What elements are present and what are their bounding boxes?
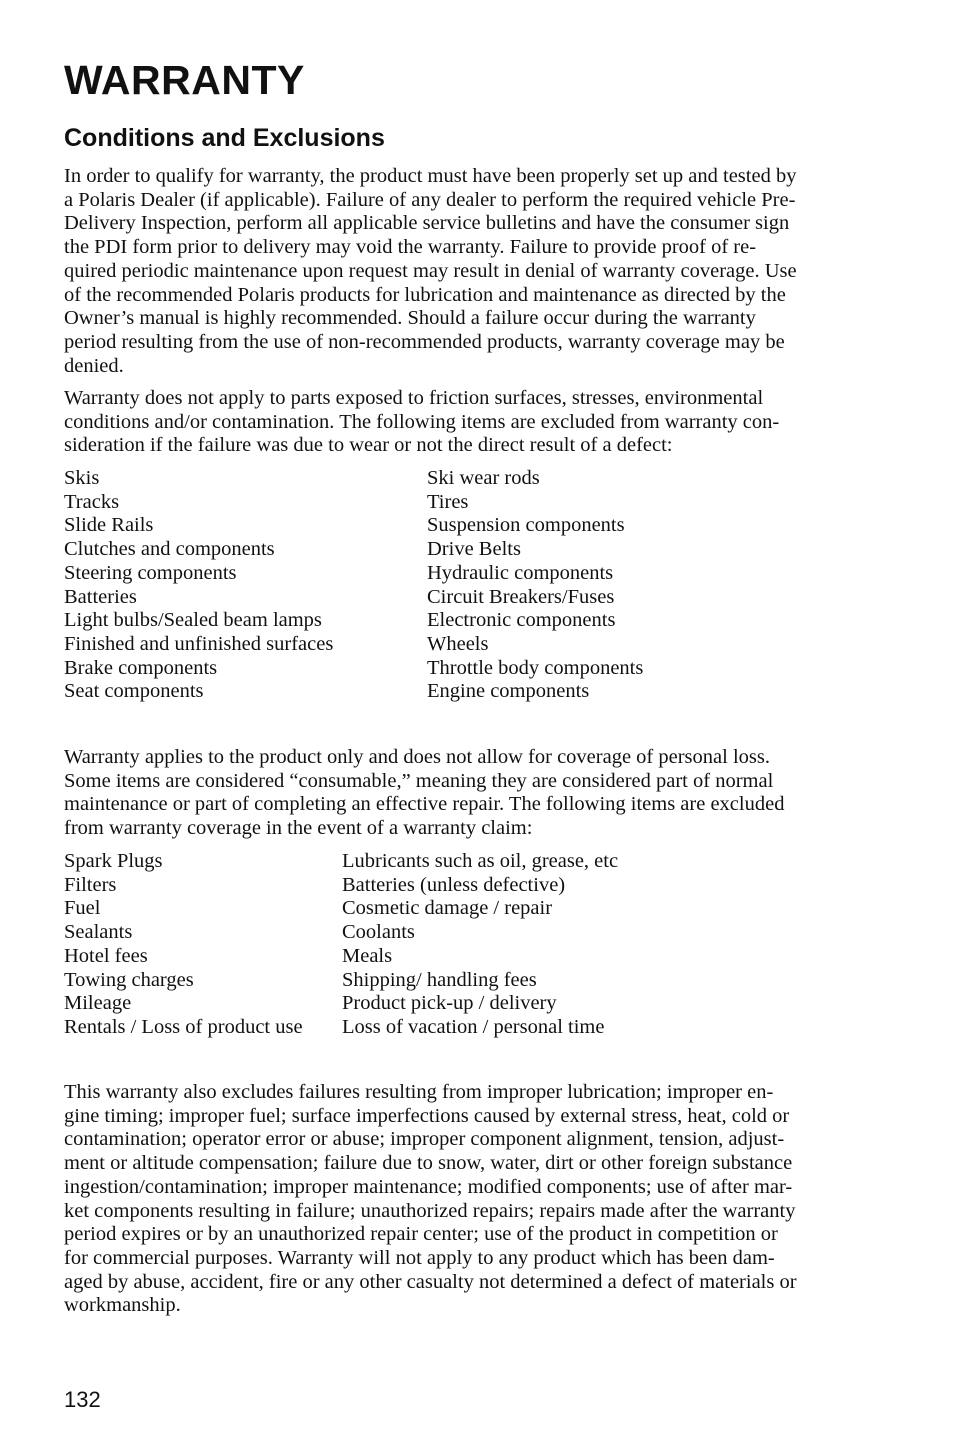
- consumable-item-right: Cosmetic damage / repair: [342, 897, 553, 920]
- page-number: 132: [64, 1387, 101, 1412]
- consumable-item-right: Shipping/ handling fees: [342, 968, 537, 991]
- consumable-item-left: Filters: [64, 873, 117, 896]
- list-item: [64, 897, 618, 921]
- text-line: ingestion/contamination; improper maintenance; modified components; use of after mar-: [64, 1175, 793, 1198]
- consumable-item-right: Meals: [342, 944, 393, 967]
- list-item: [64, 992, 618, 1016]
- text-line: Delivery Inspection, perform all applicable service bulletins and have the consumer sign: [64, 212, 790, 235]
- text-line: denied.: [64, 354, 124, 377]
- wear-item-left: Steering components: [64, 561, 237, 584]
- wear-item-left: Clutches and components: [64, 538, 275, 561]
- text-line: This warranty also excludes failures resulting from improper lubrication; improper en-: [64, 1081, 774, 1103]
- consumable-item-left: Hotel fees: [64, 944, 148, 967]
- additional-exclusions-paragraph: [64, 1081, 876, 1318]
- consumable-paragraph: [64, 746, 876, 841]
- text-line: Warranty does not apply to parts exposed to friction surfaces, stresses, environmental: [64, 387, 764, 409]
- consumable-item-right: Lubricants such as oil, grease, etc: [342, 850, 619, 872]
- list-item: [64, 467, 643, 491]
- consumable-item-right: Product pick-up / delivery: [342, 992, 557, 1015]
- wear-item-right: Drive Belts: [427, 538, 521, 561]
- text-line: sideration if the failure was due to wear or not the direct result of a defect:: [64, 434, 673, 457]
- text-line: contamination; operator error or abuse; improper component alignment, tension, adjust-: [64, 1128, 785, 1151]
- wear-item-left: Seat components: [64, 680, 204, 703]
- list-item: [64, 921, 618, 945]
- list-item: [64, 491, 643, 515]
- consumable-item-right: Loss of vacation / personal time: [342, 1015, 605, 1038]
- wear-item-left: Light bulbs/Sealed beam lamps: [64, 609, 322, 632]
- text-line: Some items are considered “consumable,” meaning they are considered part of normal: [64, 769, 774, 792]
- text-line: conditions and/or contamination. The following items are excluded from warranty con-: [64, 410, 780, 433]
- section-heading: Conditions and Exclusions: [64, 124, 385, 152]
- text-line: period expires or by an unauthorized repair center; use of the product in competition or: [64, 1223, 778, 1246]
- wear-item-left: Slide Rails: [64, 514, 154, 537]
- consumable-items-list: [64, 850, 618, 1040]
- text-line: period resulting from the use of non-recommended products, warranty coverage may be: [64, 330, 785, 353]
- consumable-item-left: Spark Plugs: [64, 850, 163, 872]
- consumable-item-left: Sealants: [64, 921, 133, 944]
- text-line: the PDI form prior to delivery may void the warranty. Failure to provide proof of re-: [64, 236, 757, 259]
- list-item: [64, 538, 643, 562]
- wear-item-left: Skis: [64, 467, 100, 489]
- consumable-item-left: Mileage: [64, 992, 132, 1015]
- list-item: [64, 680, 643, 704]
- consumable-item-left: Fuel: [64, 897, 101, 920]
- text-line: In order to qualify for warranty, the product must have been properly set up and tested by: [64, 165, 797, 187]
- list-item: [64, 657, 643, 681]
- wear-item-right: Throttle body components: [427, 656, 644, 679]
- wear-exclusion-paragraph: [64, 387, 876, 458]
- text-line: of the recommended Polaris products for lubrication and maintenance as directed by the: [64, 283, 786, 306]
- list-item: [64, 562, 643, 586]
- text-line: ket components resulting in failure; unauthorized repairs; repairs made after the warranty: [64, 1199, 796, 1222]
- list-item: [64, 586, 643, 610]
- text-line: Owner’s manual is highly recommended. Should a failure occur during the warranty: [64, 307, 756, 330]
- text-line: from warranty coverage in the event of a warranty claim:: [64, 817, 533, 840]
- wear-item-right: Tires: [427, 490, 469, 513]
- text-line: maintenance or part of completing an effective repair. The following items are excluded: [64, 793, 785, 816]
- consumable-item-right: Coolants: [342, 921, 415, 944]
- consumable-item-left: Towing charges: [64, 968, 194, 991]
- wear-item-left: Finished and unfinished surfaces: [64, 632, 334, 655]
- list-item: [64, 609, 643, 633]
- wear-item-right: Circuit Breakers/Fuses: [427, 585, 615, 608]
- list-item: [64, 874, 618, 898]
- wear-item-right: Ski wear rods: [427, 467, 540, 489]
- text-line: Warranty applies to the product only and does not allow for coverage of personal loss.: [64, 746, 770, 768]
- text-line: a Polaris Dealer (if applicable). Failure of any dealer to perform the required vehicle Pre-: [64, 188, 796, 211]
- wear-item-left: Batteries: [64, 585, 137, 608]
- text-line: quired periodic maintenance upon request may result in denial of warranty coverage. Use: [64, 259, 797, 282]
- consumable-item-right: Batteries (unless defective): [342, 873, 566, 896]
- qualification-paragraph: [64, 165, 876, 378]
- text-line: gine timing; improper fuel; surface imperfections caused by external stress, heat, cold or: [64, 1104, 790, 1127]
- wear-item-left: Brake components: [64, 656, 218, 679]
- list-item: [64, 1016, 618, 1040]
- wear-item-right: Electronic components: [427, 609, 616, 632]
- wear-item-right: Hydraulic components: [427, 561, 614, 584]
- list-item: [64, 969, 618, 993]
- text-line: ment or altitude compensation; failure due to snow, water, dirt or other foreign substance: [64, 1152, 793, 1175]
- text-line: for commercial purposes. Warranty will not apply to any product which has been dam-: [64, 1246, 775, 1269]
- wear-items-list: [64, 467, 643, 704]
- list-item: [64, 514, 643, 538]
- wear-item-left: Tracks: [64, 490, 120, 513]
- list-item: [64, 945, 618, 969]
- consumable-item-left: Rentals / Loss of product use: [64, 1015, 303, 1038]
- wear-item-right: Wheels: [427, 632, 489, 655]
- wear-item-right: Suspension components: [427, 514, 625, 537]
- list-item: [64, 633, 643, 657]
- page-title: WARRANTY: [64, 57, 305, 103]
- wear-item-right: Engine components: [427, 680, 590, 703]
- list-item: [64, 850, 618, 874]
- text-line: aged by abuse, accident, fire or any other casualty not determined a defect of materials or: [64, 1270, 797, 1293]
- text-line: workmanship.: [64, 1294, 181, 1317]
